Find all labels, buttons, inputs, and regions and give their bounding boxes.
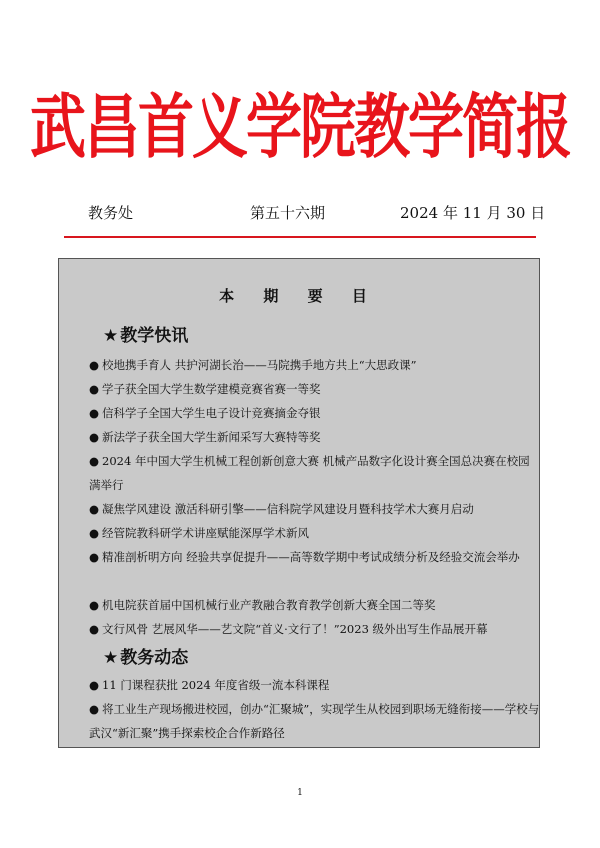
list-item[interactable]: ● 经管院教科研学术讲座赋能深厚学术新风 bbox=[89, 526, 310, 540]
bullet-icon: ● bbox=[89, 406, 100, 420]
section-heading-teaching-news: ★ 教学快讯 bbox=[103, 326, 189, 346]
header-divider bbox=[64, 236, 536, 238]
star-icon: ★ bbox=[103, 648, 119, 668]
issue-number: 第五十六期 bbox=[250, 204, 326, 222]
masthead-title: 武昌首义学院教学简报 bbox=[30, 87, 570, 169]
contents-box bbox=[58, 258, 540, 748]
list-item[interactable]: ● 凝焦学风建设 激活科研引擎——信科院学风建设月暨科技学术大赛月启动 bbox=[89, 502, 474, 516]
bullet-icon: ● bbox=[89, 598, 100, 612]
list-item[interactable]: ● 文行风骨 艺展风华——艺文院“首义·文行了！”2023 级外出写生作品展开幕 bbox=[89, 622, 488, 636]
list-item[interactable]: ● 学子获全国大学生数学建模竞赛省赛一等奖 bbox=[89, 382, 321, 396]
issue-date: 2024 年 11 月 30 日 bbox=[400, 204, 546, 222]
section-heading-academic-affairs: ★ 教务动态 bbox=[103, 648, 189, 668]
department-label: 教务处 bbox=[88, 204, 134, 222]
list-item[interactable]: ● 11 门课程获批 2024 年度省级一流本科课程 bbox=[89, 678, 330, 692]
list-item[interactable]: ● 信科学子全国大学生电子设计竞赛摘金夺银 bbox=[89, 406, 321, 420]
bullet-icon: ● bbox=[89, 678, 100, 692]
star-icon: ★ bbox=[103, 326, 119, 346]
bullet-icon: ● bbox=[89, 454, 100, 468]
list-item[interactable]: ● 新法学子获全国大学生新闻采写大赛特等奖 bbox=[89, 430, 321, 444]
list-item[interactable]: ● 校地携手育人 共护河湖长治——马院携手地方共上“大思政课” bbox=[89, 358, 417, 372]
list-item[interactable]: ● 2024 年中国大学生机械工程创新创意大赛 机械产品数字化设计赛全国总决赛在校园满举行 bbox=[89, 454, 530, 492]
bullet-icon: ● bbox=[89, 358, 100, 372]
bullet-icon: ● bbox=[89, 622, 100, 636]
bullet-icon: ● bbox=[89, 550, 100, 564]
page-number: 1 bbox=[297, 788, 303, 798]
bullet-icon: ● bbox=[89, 382, 100, 396]
list-item[interactable]: ● 机电院获首届中国机械行业产教融合教育教学创新大赛全国二等奖 bbox=[89, 598, 436, 612]
contents-title: 本 期 要 目 bbox=[219, 287, 379, 305]
bullet-icon: ● bbox=[89, 430, 100, 444]
list-item[interactable]: ● 精准剖析明方向 经验共享促提升——高等数学期中考试成绩分析及经验交流会举办 bbox=[89, 550, 520, 564]
bullet-icon: ● bbox=[89, 502, 100, 516]
bullet-icon: ● bbox=[89, 702, 100, 716]
bullet-icon: ● bbox=[89, 526, 100, 540]
list-item[interactable]: ● 将工业生产现场搬进校园，创办“汇聚城”，实现学生从校园到职场无缝衔接——学校与武汉“新汇聚”携手探索校企合作新路径 bbox=[89, 702, 540, 740]
